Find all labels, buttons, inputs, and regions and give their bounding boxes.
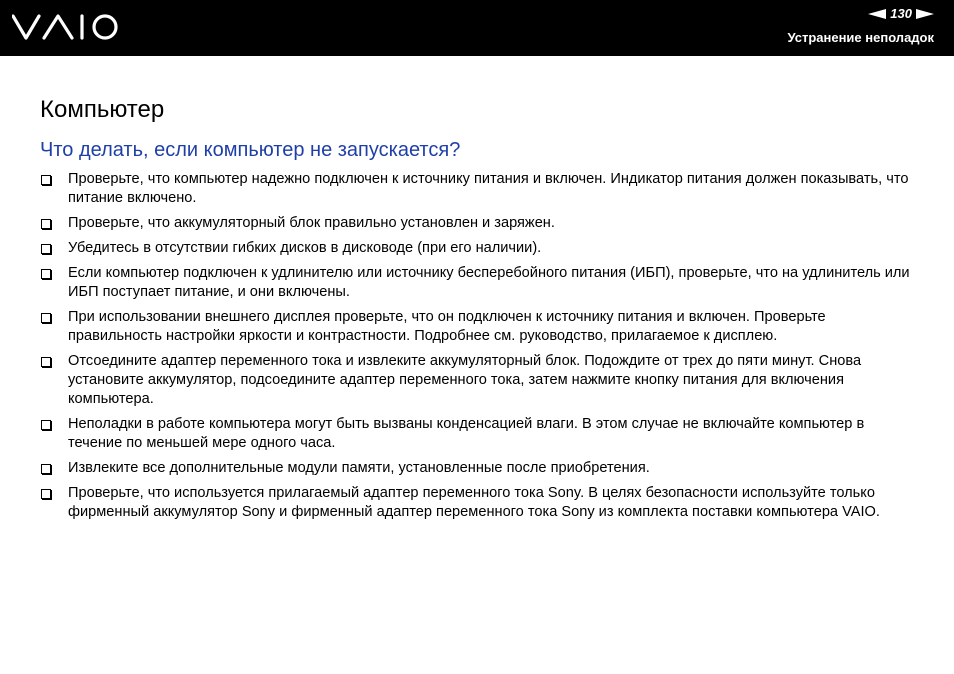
- section-subtitle: Что делать, если компьютер не запускается?: [40, 139, 461, 161]
- page-title: Компьютер: [40, 96, 165, 123]
- checkbox-bullet-icon: [41, 313, 51, 323]
- list-item: [40, 459, 920, 478]
- arrow-left-icon[interactable]: [868, 9, 886, 19]
- page-number: 130: [890, 6, 912, 21]
- checkbox-bullet-icon: [41, 269, 51, 279]
- checkbox-bullet-icon: [41, 464, 51, 474]
- list-item-text: Убедитесь в отсутствии гибких дисков в дисководе (при его наличии).: [68, 240, 542, 256]
- list-item: [40, 264, 920, 302]
- checkbox-bullet-icon: [41, 219, 51, 229]
- page-navigation: [868, 6, 934, 21]
- header-bar: [0, 0, 954, 56]
- list-item: [40, 484, 920, 522]
- list-item-text: Проверьте, что аккумуляторный блок правильно установлен и заряжен.: [68, 215, 555, 231]
- list-item-text: Неполадки в работе компьютера могут быть вызваны конденсацией влаги. В этом случае не включайте компьютер в течение по меньшей мере одного часа.: [68, 416, 865, 451]
- list-item: [40, 308, 920, 346]
- list-item-text: При использовании внешнего дисплея проверьте, что он подключен к источнику питания и включен. Проверьте правильность настройки яркости и контрастности. Подробнее см. руководство, прилагаемое к дисплею.: [68, 309, 826, 344]
- list-item-text: Проверьте, что компьютер надежно подключен к источнику питания и включен. Индикатор питания должен показывать, что питание включено.: [68, 171, 909, 206]
- section-title: Устранение неполадок: [787, 30, 934, 45]
- checklist: [40, 170, 920, 522]
- checkbox-bullet-icon: [41, 175, 51, 185]
- list-item-text: Извлеките все дополнительные модули памяти, установленные после приобретения.: [68, 460, 650, 476]
- list-item-text: Проверьте, что используется прилагаемый адаптер переменного тока Sony. В целях безопасности используйте только фирменный аккумулятор Sony и фирменный адаптер переменного тока Sony из комплекта поставки компьютера VAIO.: [68, 485, 880, 520]
- checkbox-bullet-icon: [41, 420, 51, 430]
- list-item: [40, 415, 920, 453]
- list-item: [40, 352, 920, 409]
- list-item: [40, 239, 920, 258]
- checkbox-bullet-icon: [41, 489, 51, 499]
- arrow-right-icon[interactable]: [916, 9, 934, 19]
- checkbox-bullet-icon: [41, 244, 51, 254]
- main-content: [40, 96, 920, 528]
- list-item-text: Отсоедините адаптер переменного тока и извлеките аккумуляторный блок. Подождите от трех до пяти минут. Снова установите аккумулятор, подсоедините адаптер переменного тока, затем нажмите кнопку питания для включения компьютера.: [68, 353, 862, 407]
- list-item-text: Если компьютер подключен к удлинителю или источнику бесперебойного питания (ИБП), проверьте, что на удлинитель или ИБП поступает питание, и они включены.: [68, 265, 910, 300]
- list-item: [40, 214, 920, 233]
- checkbox-bullet-icon: [41, 357, 51, 367]
- list-item: [40, 170, 920, 208]
- vaio-logo-icon: [12, 14, 120, 40]
- vaio-logo: [12, 14, 120, 45]
